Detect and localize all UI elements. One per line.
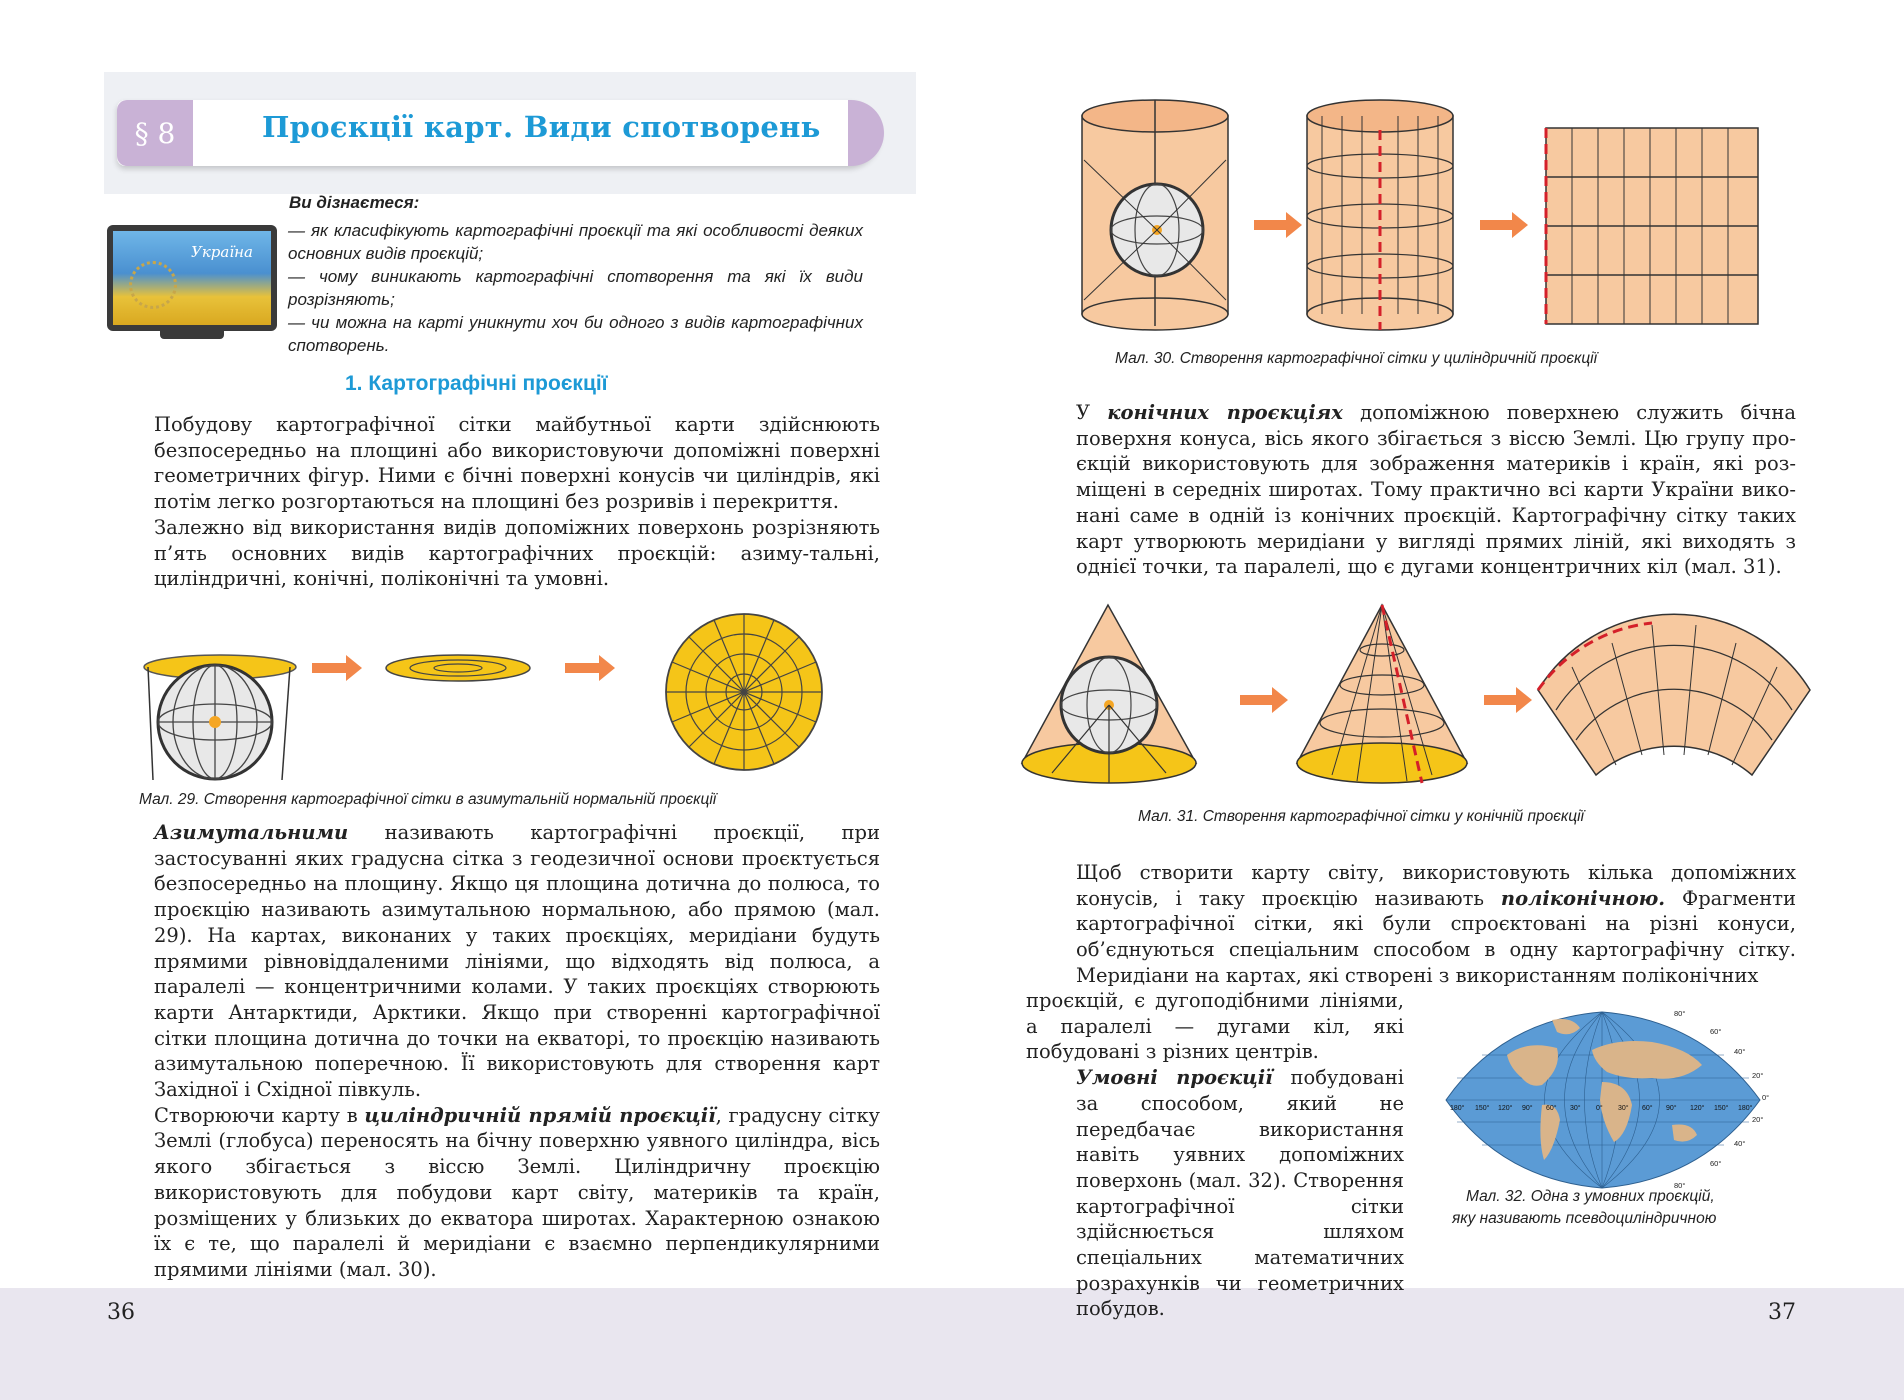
lon-label: 120° <box>1690 1105 1705 1112</box>
lon-label: 30° <box>1618 1105 1629 1112</box>
lon-label: 90° <box>1522 1105 1533 1112</box>
figure-29-azimuthal <box>0 610 952 810</box>
tv-stand <box>160 331 224 339</box>
conic-unrolled-fan <box>1538 614 1810 775</box>
tv-label: Україна <box>191 243 253 261</box>
lat-label: 40° <box>1734 1139 1746 1148</box>
term-polyconic: поліконічною. <box>1500 886 1666 910</box>
fig31-caption: Мал. 31. Створення картографічної сітки у конічній проєкції <box>1138 808 1584 825</box>
left-body-block-1 <box>104 412 880 592</box>
right-para-2-start: Щоб створити карту світу, використовують кілька допоміжних конусів, і таку проєкцію називають <box>1076 861 1796 910</box>
left-para-3 <box>104 820 880 1103</box>
lon-label: 180° <box>1738 1105 1753 1112</box>
right-body-block-2 <box>1026 860 1796 989</box>
figure-32-pseudocylindrical-map <box>1442 1010 1842 1210</box>
fig32-caption-line1: Мал. 32. Одна з умовних проєкцій, <box>1466 1188 1715 1205</box>
right-para-1-start: У <box>1076 401 1108 424</box>
page-title: Проєкції карт. Види спотворень <box>262 110 821 144</box>
lon-label: 60° <box>1546 1105 1557 1112</box>
lon-label: 150° <box>1475 1105 1490 1112</box>
azimuthal-projection-map <box>666 614 822 770</box>
left-para-1: Побудову картографічної сітки майбутньої карти здійснюють безпосередньо на площині або використовуючи допоміжні поверхні геометричних фігур. Ними є бічні поверхні конусів чи циліндрів, які потім легко розгортаються на площині без розривів і перекриття. <box>154 413 880 514</box>
right-para-2 <box>1026 860 1796 989</box>
lat-label: 80° <box>1674 1009 1686 1018</box>
page-number-right: 37 <box>1768 1300 1796 1325</box>
lat-label: 60° <box>1710 1027 1722 1036</box>
subheading-projections: 1. Картографічні проєкції <box>345 372 608 395</box>
lat-label: 60° <box>1710 1159 1722 1168</box>
right-para-2-cont: проєкцій, є дугоподібними лініями, а паралелі — дугами кіл, які побудовані з різних центрів. <box>1026 989 1404 1064</box>
tv-illustration <box>107 225 277 331</box>
arrow-6 <box>1484 687 1532 713</box>
lon-label: 0° <box>1596 1105 1603 1112</box>
lon-label: 30° <box>1570 1105 1581 1112</box>
learn-heading: Ви дізнаєтеся: <box>289 193 420 212</box>
page-number-left: 36 <box>107 1300 135 1325</box>
azimuthal-globe-with-plane <box>144 655 296 780</box>
lon-label: 90° <box>1666 1105 1677 1112</box>
lat-label: 40° <box>1734 1047 1746 1056</box>
right-para-2-text: Фрагменти картографічної сітки, які були спроєктовані на різні конуси, об’єднуються спеціальним способом в одну картографічну сітку. Меридіани на картах, які створені з використанням поліконічних <box>1076 886 1797 987</box>
cylinder-with-globe <box>1082 100 1228 330</box>
tv-emblem <box>129 261 177 309</box>
term-cylindrical: циліндричній прямій проєкції <box>364 1103 716 1127</box>
figure-31-conic <box>952 605 1904 805</box>
term-conditional: Умовні проєкції <box>1076 1066 1273 1090</box>
cone-grid <box>1297 605 1467 783</box>
right-para-1 <box>1026 400 1796 580</box>
arrow-3 <box>1254 212 1302 238</box>
left-para-2: Залежно від використання видів допоміжних поверхонь розрізняють п’ять основних видів картографічних проєкцій: азиму-тальні, циліндричні, конічні, поліконічні та умовні. <box>154 515 880 591</box>
learn-item-2: — чому виникають картографічні спотворення та які їх види розрізняють; <box>288 267 863 309</box>
lon-label: 150° <box>1714 1105 1729 1112</box>
left-para-4 <box>104 1103 880 1283</box>
arrow-1 <box>312 655 362 681</box>
section-badge: § 8 <box>117 100 193 166</box>
figure-30-cylindrical <box>952 100 1904 340</box>
cylindrical-unrolled-grid <box>1546 128 1758 324</box>
learn-item-3: — чи можна на карті уникнути хоч би одного з видів картографічних спотворень. <box>288 313 863 355</box>
left-para-4-start: Створюючи карту в <box>154 1103 365 1127</box>
left-body-block-2 <box>104 820 880 1283</box>
lon-label: 180° <box>1450 1105 1465 1112</box>
fig29-caption: Мал. 29. Створення картографічної сітки в азимутальній нормальній проєкції <box>139 791 717 808</box>
right-para-3-text: побудовані за способом, який не передбачає використання навіть уявних допоміжних поверхонь (мал. 32). Створення картографічної сітки здійснюється шляхом спеціальних математичних розрахунків чи геометричних побудов. <box>1076 1066 1404 1321</box>
lon-label: 60° <box>1642 1105 1653 1112</box>
left-para-4-text: , градусну сітку Землі (глобуса) переносять на бічну поверхню уявного циліндра, вісь якого збігається з віссю Землі. Циліндричну проєкцію використовують для побудови карт світу, материків та країн, розміщених у близьких до екватора широтах. Характерною ознакою їх є те, що паралелі й меридіани є взаємно перпендикулярними прямими лініями (мал. 30). <box>154 1103 881 1281</box>
cone-with-globe <box>1022 605 1196 783</box>
term-azimuthal: Азимутальними <box>154 821 349 844</box>
right-page <box>952 0 1904 1400</box>
arrow-4 <box>1480 212 1528 238</box>
right-para-3 <box>1026 1065 1404 1322</box>
right-para-1-text: допоміжною поверхнею служить бічна поверхня конуса, вісь якого збігається з віссю Землі. Цю групу про-єкцій використовують для зображення материків і країн, які роз-міщені в середніх широтах. Тому практично всі карти України вико-нані саме в одній із конічних проєкцій. Картографічну сітку таких карт утворюють меридіани у вигляді прямих ліній, які виходять з однієї точки, та паралелі, що є дугами концентричних кіл (мал. 31). <box>1076 401 1796 579</box>
left-para-3-text: називають картографічні проєкції, при застосуванні яких градусна сітка з геодезичної основи проєктується безпосередньо на площину. Якщо ця площина дотична до полюса, то проєкцію називають азимутальною нормальною, або прямою (мал. 29). На картах, виконаних у таких проєкціях, меридіани будуть прямими рівновіддаленими лініями, що відходять від полюса, а паралелі — концентричними колами. У таких проєкціях створюють карти Антарктиди, Арктики. Якщо при створенні картографічної сітки площина дотична до точки на екваторі, то проєкцію називають азимутальною поперечною. Її використовують для створення карт Західної і Східної півкуль. <box>154 821 880 1102</box>
azimuthal-flat-disk <box>386 655 530 681</box>
term-conic: конічних проєкціях <box>1107 401 1343 424</box>
lat-label: 0° <box>1762 1093 1770 1102</box>
lon-label: 120° <box>1498 1105 1513 1112</box>
arrow-5 <box>1240 687 1288 713</box>
right-body-block-3 <box>1026 988 1404 1322</box>
lat-label: 80° <box>1674 1181 1686 1190</box>
right-body-block-1 <box>1026 400 1796 580</box>
arrow-2 <box>565 655 615 681</box>
tv-screen <box>113 231 271 325</box>
fig30-caption: Мал. 30. Створення картографічної сітки у циліндричній проєкції <box>1115 350 1598 367</box>
lat-label: 20° <box>1752 1071 1764 1080</box>
fig32-caption-line2: яку називають псевдоциліндричною <box>1452 1210 1717 1227</box>
cylinder-grid <box>1307 100 1453 330</box>
learn-item-1: — як класифікують картографічні проєкції та які особливості деяких основних видів проєкцій; <box>288 221 863 263</box>
lat-label: 20° <box>1752 1115 1764 1124</box>
